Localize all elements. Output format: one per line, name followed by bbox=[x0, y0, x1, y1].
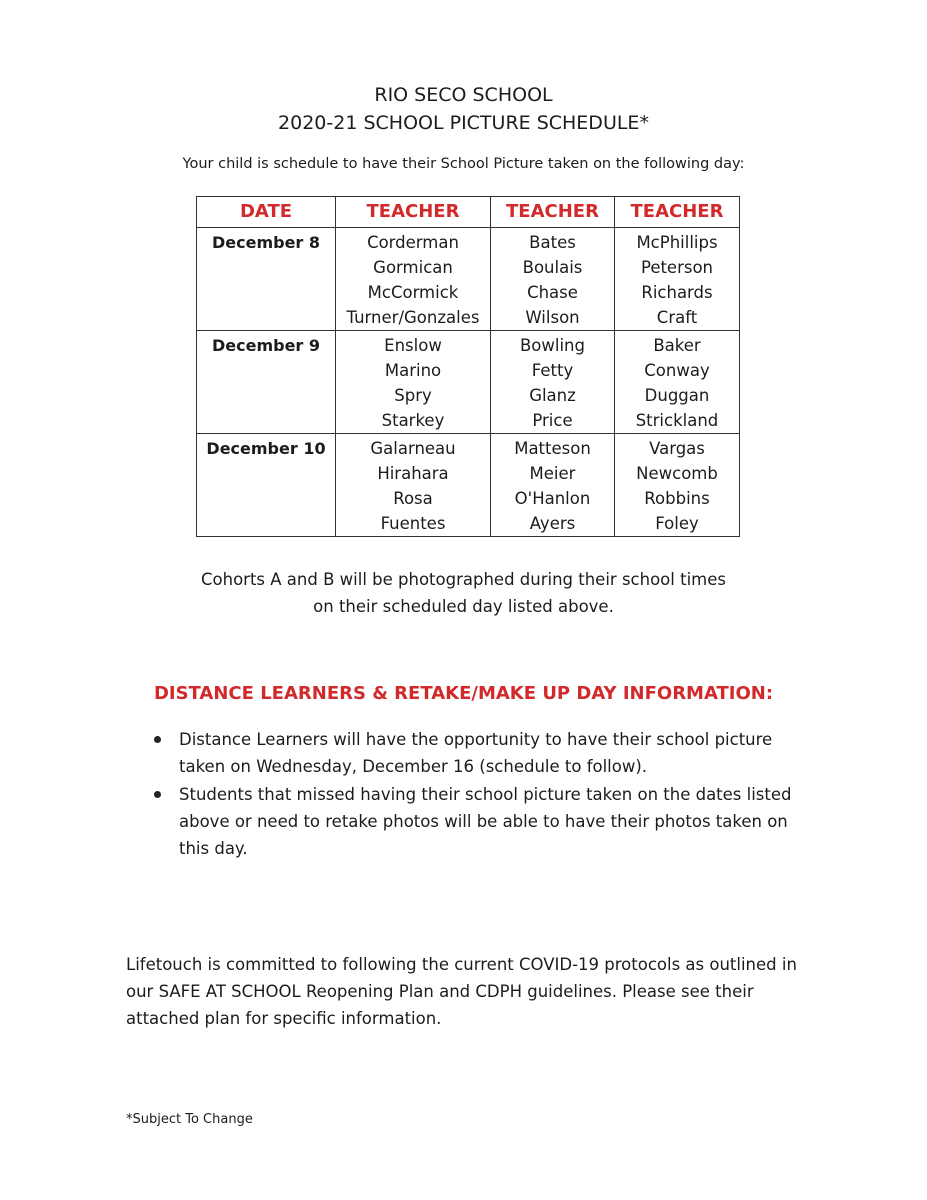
teacher-name: Bowling bbox=[519, 336, 585, 355]
lifetouch-paragraph: Lifetouch is committed to following the current COVID-19 protocols as outlined in our SAFE AT SCHOOL Reopening Plan and CDPH guidelines. Please see their attached plan for specific information. bbox=[126, 955, 797, 1028]
teacher-name: Rosa bbox=[393, 489, 433, 508]
schedule-title: 2020-21 SCHOOL PICTURE SCHEDULE* bbox=[278, 112, 649, 134]
teacher-name: Enslow bbox=[384, 336, 442, 355]
teacher-name: Glanz bbox=[529, 386, 576, 405]
teacher-name: Spry bbox=[394, 386, 432, 405]
teacher-cell bbox=[336, 331, 491, 434]
teacher-name: Gormican bbox=[373, 258, 453, 277]
teacher-name: Baker bbox=[653, 336, 701, 355]
date-cell: December 10 bbox=[197, 434, 336, 537]
teacher-cell bbox=[491, 228, 615, 331]
bullet-text: Students that missed having their school picture taken on the dates listed above or need to retake photos will be able to have their photos taken on this day. bbox=[179, 785, 792, 858]
schedule-table bbox=[196, 196, 740, 537]
teacher-name: Boulais bbox=[522, 258, 583, 277]
teacher-name: Fuentes bbox=[380, 514, 446, 533]
teacher-name: Conway bbox=[644, 361, 710, 380]
teacher-cell bbox=[336, 434, 491, 537]
teacher-name: Wilson bbox=[525, 308, 580, 327]
teacher-name: McCormick bbox=[367, 283, 459, 302]
teacher-name: Richards bbox=[641, 283, 713, 302]
teacher-name: Chase bbox=[527, 283, 578, 302]
teacher-name: Bates bbox=[529, 233, 576, 252]
table-row bbox=[197, 434, 740, 537]
teacher-name: McPhillips bbox=[636, 233, 718, 252]
table-row bbox=[197, 228, 740, 331]
bullet-icon bbox=[154, 791, 161, 798]
teacher-name: Vargas bbox=[649, 439, 705, 458]
date-cell: December 8 bbox=[197, 228, 336, 331]
table-header-row bbox=[197, 197, 740, 228]
bullet-icon bbox=[154, 736, 161, 743]
teacher-name: O'Hanlon bbox=[514, 489, 591, 508]
teacher-name: Price bbox=[532, 411, 573, 430]
teacher-name: Robbins bbox=[644, 489, 710, 508]
list-item bbox=[150, 781, 810, 862]
teacher-name: Turner/Gonzales bbox=[346, 308, 480, 327]
intro-text: Your child is schedule to have their School Picture taken on the following day: bbox=[182, 156, 745, 172]
teacher-name: Galarneau bbox=[370, 439, 456, 458]
teacher-cell bbox=[336, 228, 491, 331]
teacher-name: Newcomb bbox=[636, 464, 718, 483]
teacher-name: Hirahara bbox=[377, 464, 449, 483]
teacher-name: Starkey bbox=[381, 411, 445, 430]
cohort-note bbox=[0, 566, 927, 620]
teacher-cell bbox=[615, 331, 740, 434]
school-name: RIO SECO SCHOOL bbox=[374, 84, 553, 106]
cohort-line-1: Cohorts A and B will be photographed during their school times bbox=[201, 570, 726, 589]
teacher-name: Marino bbox=[384, 361, 442, 380]
teacher-name: Peterson bbox=[640, 258, 714, 277]
teacher-name: Corderman bbox=[367, 233, 459, 252]
teacher-name: Foley bbox=[655, 514, 699, 533]
header-teacher-2: TEACHER bbox=[491, 197, 615, 228]
header-teacher-3: TEACHER bbox=[615, 197, 740, 228]
teacher-name: Matteson bbox=[514, 439, 591, 458]
table-row bbox=[197, 331, 740, 434]
header-teacher-1: TEACHER bbox=[336, 197, 491, 228]
footnote: *Subject To Change bbox=[126, 1112, 253, 1127]
list-item bbox=[150, 726, 810, 780]
info-bullet-list bbox=[150, 726, 810, 863]
date-cell: December 9 bbox=[197, 331, 336, 434]
cohort-line-2: on their scheduled day listed above. bbox=[313, 597, 614, 616]
teacher-name: Strickland bbox=[635, 411, 719, 430]
teacher-cell bbox=[491, 434, 615, 537]
teacher-name: Fetty bbox=[531, 361, 574, 380]
teacher-name: Meier bbox=[529, 464, 576, 483]
teacher-name: Craft bbox=[656, 308, 698, 327]
bullet-text: Distance Learners will have the opportunity to have their school picture taken on Wednesday, December 16 (schedule to follow). bbox=[179, 730, 773, 776]
header-date: DATE bbox=[197, 197, 336, 228]
teacher-cell bbox=[615, 434, 740, 537]
teacher-name: Ayers bbox=[529, 514, 576, 533]
distance-learners-heading: DISTANCE LEARNERS & RETAKE/MAKE UP DAY INFORMATION: bbox=[153, 683, 774, 704]
teacher-cell bbox=[615, 228, 740, 331]
teacher-cell bbox=[491, 331, 615, 434]
teacher-name: Duggan bbox=[644, 386, 710, 405]
